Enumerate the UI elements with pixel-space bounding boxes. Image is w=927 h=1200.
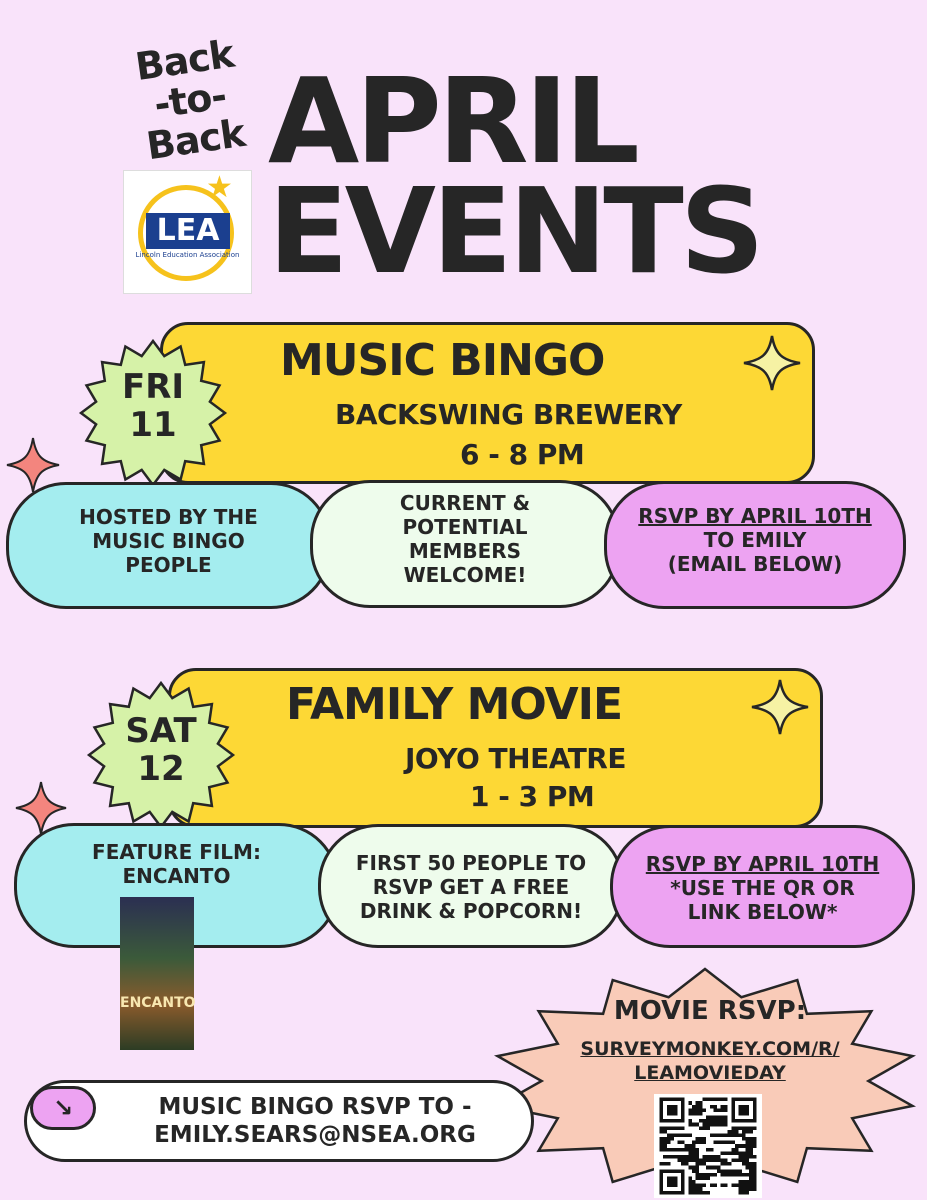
- pill-line: CURRENT &: [399, 491, 531, 515]
- b2b-line-1: Back: [132, 31, 237, 90]
- bingo-rsvp-email[interactable]: EMILY.SEARS@NSEA.ORG: [154, 1122, 476, 1148]
- pill-line: MUSIC BINGO: [92, 529, 245, 553]
- b2b-line-2: -to-: [151, 73, 229, 127]
- bingo-rsvp-pill: [24, 1080, 534, 1162]
- lea-logo: [123, 170, 252, 294]
- pill-line: POTENTIAL: [402, 515, 528, 539]
- pill-line: *USE THE QR OR: [670, 876, 855, 900]
- pill-line: RSVP GET A FREE: [372, 875, 570, 899]
- event2-day: [106, 712, 216, 788]
- event1-venue: BACKSWING BREWERY: [335, 398, 682, 431]
- logo-subtext: Lincoln Education Association: [135, 251, 240, 259]
- pill-line: RSVP BY APRIL 10TH: [638, 504, 872, 528]
- pill-line: MEMBERS: [408, 539, 522, 563]
- qr-code-icon[interactable]: [654, 1094, 762, 1198]
- event2-day-name: SAT: [125, 711, 197, 751]
- back-to-back-label: [112, 31, 267, 169]
- event1-title: MUSIC BINGO: [280, 335, 605, 386]
- event2-offer-pill: [318, 824, 624, 948]
- pill-line: ENCANTO: [122, 864, 231, 888]
- encanto-poster-image: [120, 897, 194, 1050]
- event2-rsvp-pill: [610, 825, 915, 948]
- event1-day-number: 11: [129, 405, 177, 445]
- logo-star-icon: ★: [206, 170, 233, 205]
- event2-title: FAMILY MOVIE: [286, 679, 623, 730]
- event2-time: 1 - 3 PM: [470, 780, 595, 813]
- poster-title: ENCANTO: [120, 995, 196, 1011]
- pill-line: WELCOME!: [403, 563, 527, 587]
- event1-time: 6 - 8 PM: [460, 438, 585, 471]
- event1-rsvp-pill: [604, 481, 906, 609]
- pill-line: HOSTED BY THE: [79, 505, 258, 529]
- sparkle-icon: [750, 678, 810, 736]
- pill-line: FIRST 50 PEOPLE TO: [355, 851, 587, 875]
- event1-host-pill: [6, 482, 331, 609]
- movie-rsvp-heading: MOVIE RSVP:: [613, 996, 807, 1026]
- pill-line: TO EMILY: [703, 528, 807, 552]
- event2-day-number: 12: [137, 749, 185, 789]
- bingo-rsvp-line1: MUSIC BINGO RSVP TO -: [158, 1094, 472, 1120]
- movie-rsvp-link-line2[interactable]: LEAMOVIEDAY: [634, 1062, 786, 1084]
- event1-day-name: FRI: [121, 367, 185, 407]
- arrow-down-right-icon[interactable]: ↘: [30, 1086, 96, 1130]
- pill-line: (EMAIL BELOW): [667, 552, 843, 576]
- logo-text: LEA: [146, 213, 230, 249]
- event1-day: [98, 368, 208, 444]
- sparkle-icon: [742, 334, 802, 392]
- title-events: EVENTS: [268, 162, 761, 300]
- pill-line: RSVP BY APRIL 10TH: [645, 852, 880, 876]
- b2b-line-3: Back: [143, 110, 248, 169]
- event1-members-pill: [310, 480, 620, 608]
- movie-rsvp-link-line1[interactable]: SURVEYMONKEY.COM/R/: [580, 1038, 840, 1060]
- event2-venue: JOYO THEATRE: [405, 742, 626, 775]
- title-april: APRIL: [268, 52, 636, 190]
- pill-line: FEATURE FILM:: [92, 840, 261, 864]
- pill-line: DRINK & POPCORN!: [359, 899, 583, 923]
- pill-line: LINK BELOW*: [687, 900, 838, 924]
- pill-line: PEOPLE: [125, 553, 212, 577]
